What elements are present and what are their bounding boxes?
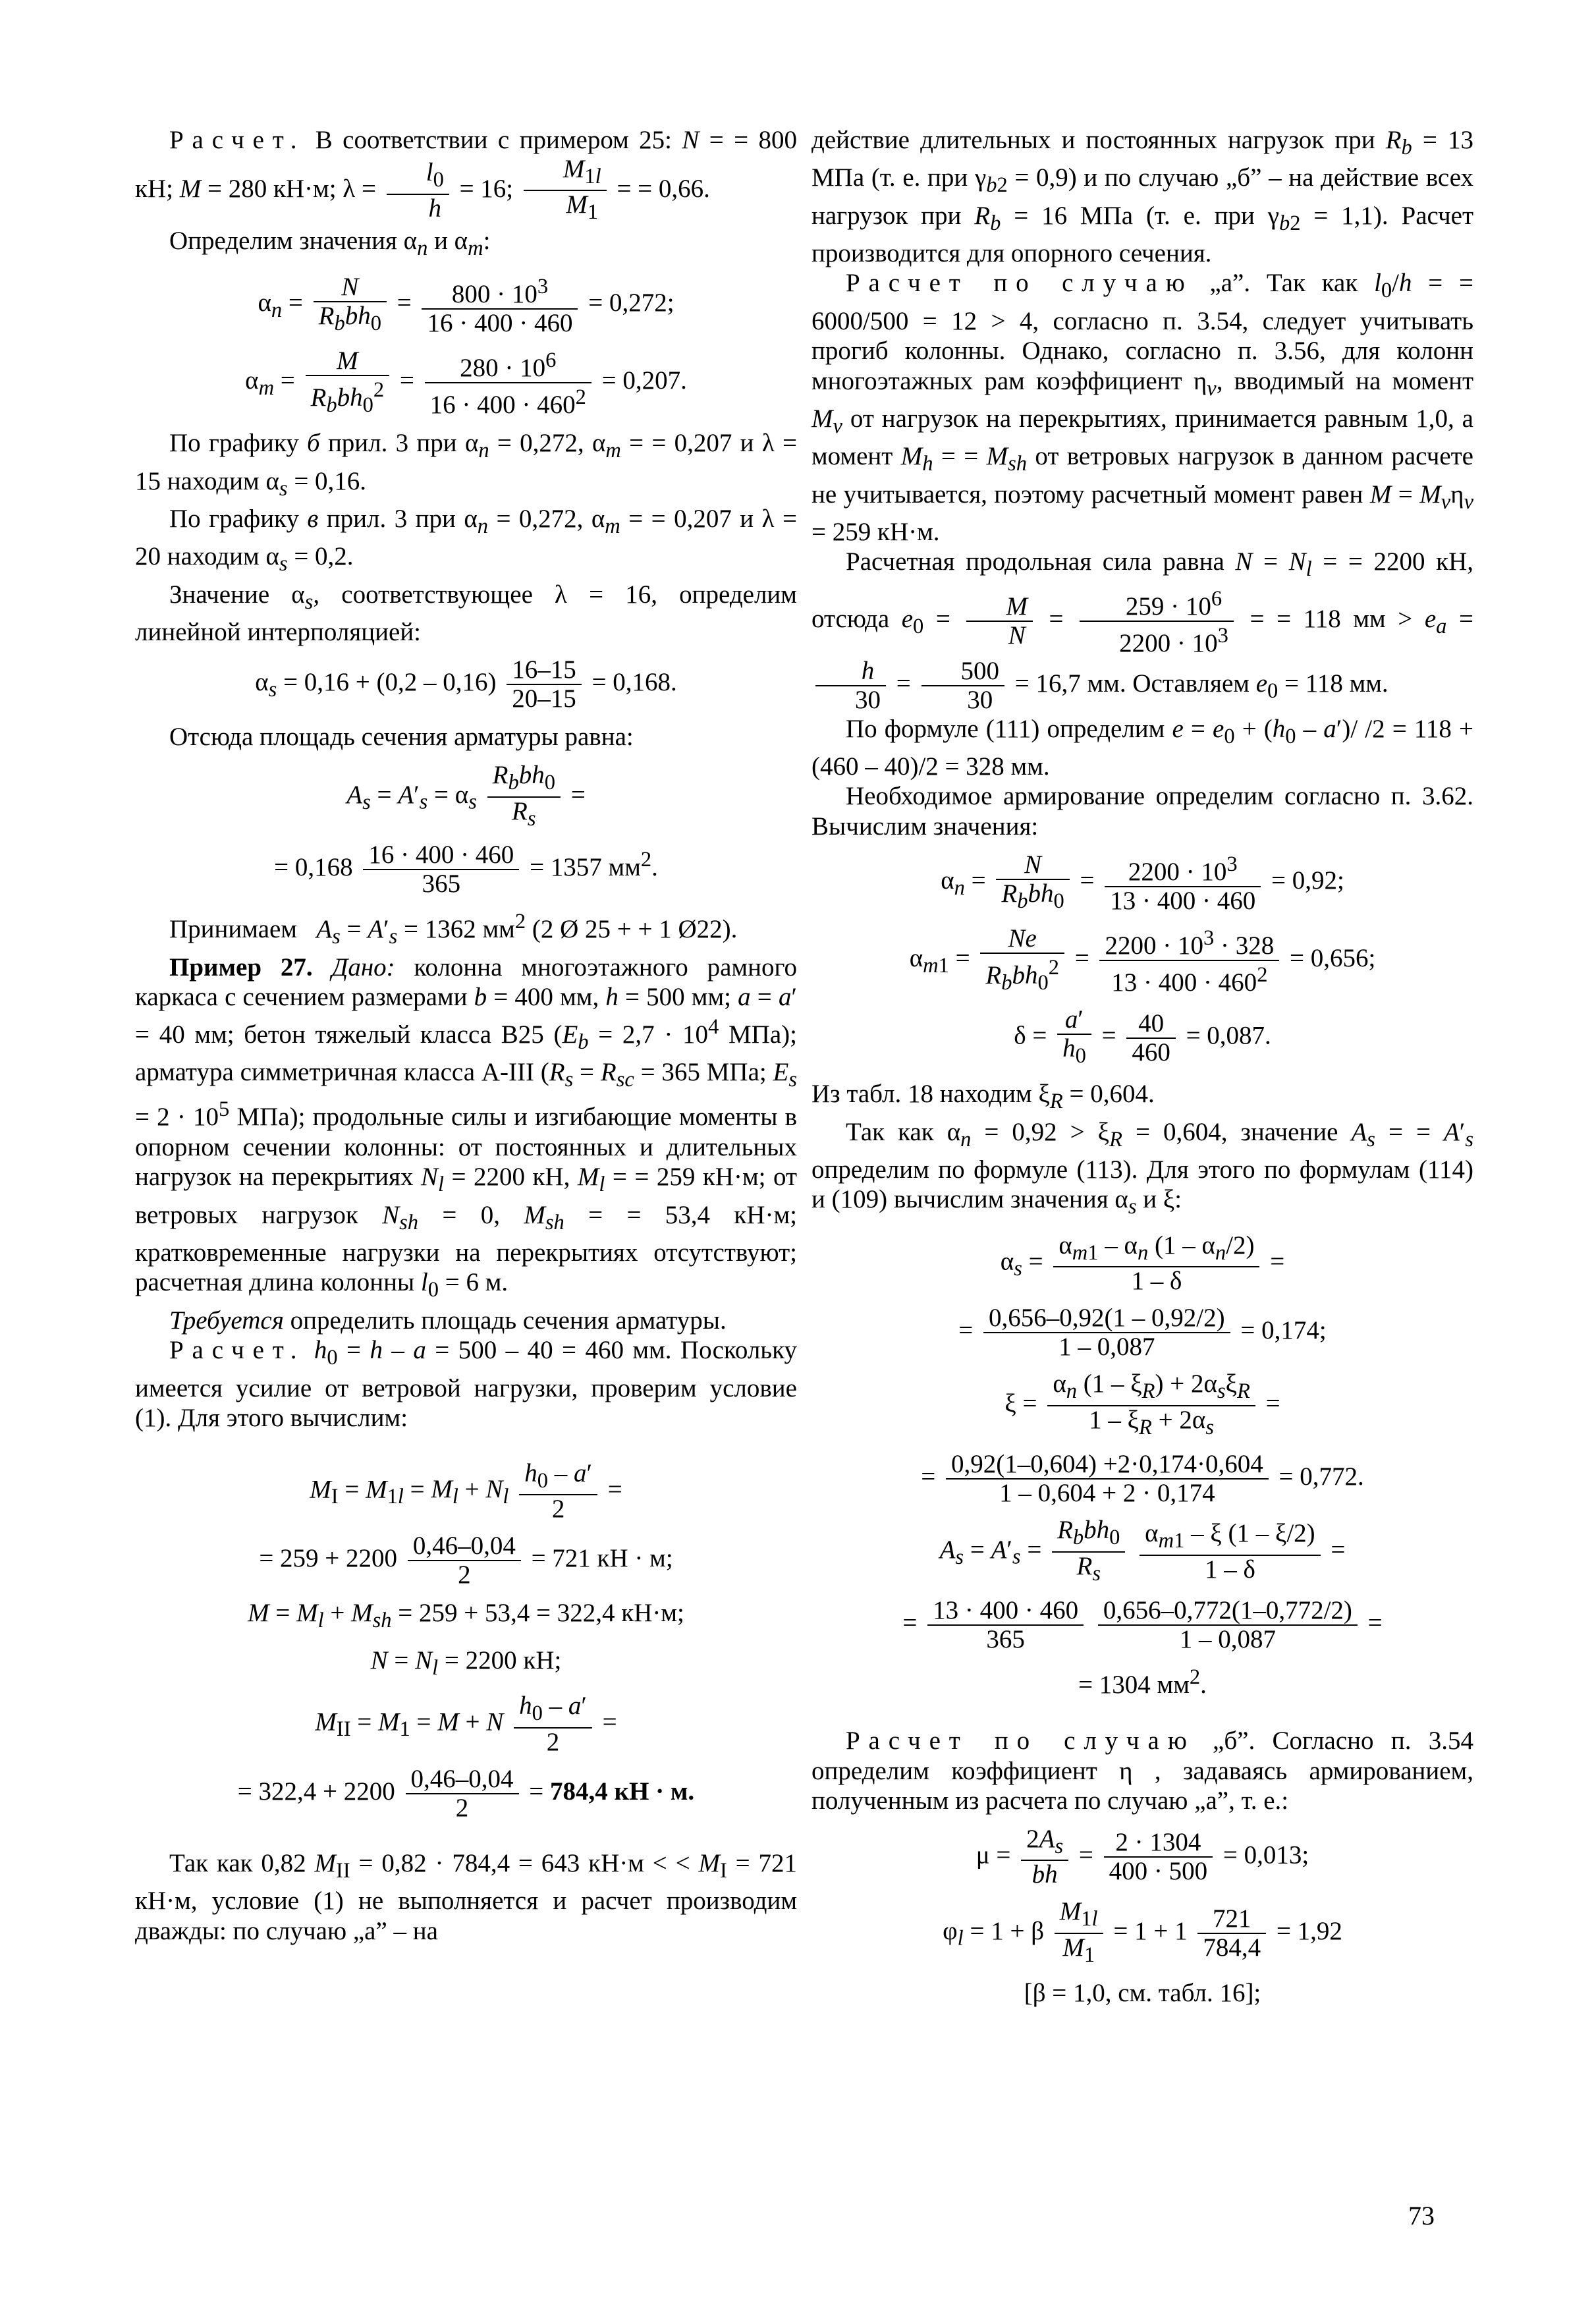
right-column bbox=[811, 125, 1473, 2018]
equation: $\alpha_n$ = $\frac{N}{R_bbh_0}$ = $\frac{800 \cdot 10^3}{16 \cdot 400 \cdot 460}$ = 0,272; bbox=[258, 272, 674, 338]
paragraph: Значение $\alpha_s$, соответствующее λ = 16, определим линейной интерполяцией: bbox=[135, 580, 797, 646]
paragraph: Из табл. 18 находим $\xi_R = 0,604$. bbox=[811, 1080, 1155, 1114]
paragraph: Расчет по случаю „а”. Так как $l_0/h$ = = 6000/500 = 12 > 4, согласно п. 3.54, следует учитывать прогиб колонны. Однако, согласно п. 3.56, для колонн многоэтажных рам коэффициент $\eta_v$, вводимый на момент $M_v$ от нагрузок на перекрытиях, принимается равным 1,0, а момент $M_h$ = = $M_{sh}$ от ветровых нагрузок в данном расчете не учитывается, поэтому расчетный момент равен $M = M_v\eta_v = 259$ кН·м. bbox=[811, 269, 1473, 546]
equation: $M_I = M_{1l} = M_l + N_l$ $\frac{h_0 - a'}{2}$ = bbox=[310, 1458, 622, 1524]
equation: $M_{II} = M_1 = M + N$ $\frac{h_0 - a'}{2}$ = bbox=[315, 1691, 617, 1756]
equation: [β = 1,0, см. табл. 16]; bbox=[1024, 1979, 1261, 2008]
equation: $M = M_l + M_{sh} = 259 + 53,4 = 322,4$ кН·м; bbox=[248, 1599, 684, 1633]
paragraph: Требуется определить площадь сечения арматуры. bbox=[169, 1306, 727, 1335]
paragraph: По графику б прил. 3 при $\alpha_n = 0,272$, $\alpha_m$ = = 0,207 и λ = 15 находим $\alpha_s = 0,16$. bbox=[135, 429, 797, 501]
equation: μ = $\frac{2A_s}{bh}$ = $\frac{2 \cdot 1304}{400 \cdot 500}$ = 0,013; bbox=[976, 1824, 1309, 1889]
paragraph: Расчет по случаю „б”. Согласно п. 3.54 определим коэффициент η , задаваясь армированием, полученным из расчета по случаю „а”, т. е.: bbox=[811, 1727, 1473, 1815]
paragraph: Принимаем $A_s = A'_s = 1362$ $мм^2$ (2 Ø 25 + + 1 Ø22). bbox=[169, 910, 738, 949]
paragraph: Пример 27. Дано: колонна многоэтажного рамного каркаса с сечением размерами b = 400 мм, h = 500 мм; a = a′ = 40 мм; бетон тяжелый класса В25 ($E_b = 2,7 \cdot 10^4$ МПа); арматура симметричная класса А-III ($R_s = R_{sc} = 365$ МПа; $E_s = 2 \cdot 10^5$ МПа); продольные силы и изгибающие моменты в опорном сечении колонны: от постоянных и длительных нагрузок на перекрытиях $N_l = 2200$ кН, $M_l$ = = 259 кН·м; от ветровых нагрузок $N_{sh} = 0$, $M_{sh}$ = = 53,4 кН·м; кратковременные нагрузки на перекрытиях отсутствуют; расчетная длина колонны $l_0 = 6$ м. bbox=[135, 953, 798, 1302]
equation: $\alpha_n$ = $\frac{N}{R_bbh_0}$ = $\frac{2200 \cdot 10^3}{13 \cdot 400 \cdot 460}$ = 0,92; bbox=[941, 850, 1344, 916]
equation: δ = $\frac{a'}{h_0}$ = $\frac{40}{460}$ = 0,087. bbox=[1014, 1005, 1271, 1068]
paragraph: Определим значения $\alpha_n$ и $\alpha_m$: bbox=[169, 227, 491, 260]
paragraph: По графику в прил. 3 при $\alpha_n = 0,272$, $\alpha_m$ = = 0,207 и λ = 20 находим $\alpha_s = 0,2$. bbox=[135, 504, 797, 576]
paragraph: Отсюда площадь сечения арматуры равна: bbox=[169, 723, 634, 752]
page-number: 73 bbox=[1408, 2201, 1435, 2230]
equation: = $\frac{0,92(1-0,604) +2\cdot 0,174\cdot 0,604}{1 - 0,604 + 2 \cdot 0,174}$ = 0,772. bbox=[921, 1450, 1364, 1508]
equation: = 322,4 + 2200 $\frac{0,46-0,04}{2}$ = 784,4 кН · м. bbox=[237, 1764, 695, 1822]
paragraph: Так как 0,82 $M_{II} = 0,82 \cdot 784,4 = 643$ кН·м < < $M_I = 721$ кН·м, условие (1) не выполняется и расчет производим дважды: по случаю „а” – на bbox=[135, 1848, 797, 1945]
equation: $\alpha_s$ = $\frac{\alpha_{m1} - \alpha_n (1 - \alpha_n/2)}{1 - \delta}$ = bbox=[1000, 1231, 1285, 1296]
equation: $\alpha_s = 0,16 + (0,2 - 0,16)$ $\frac{16-15}{20-15}$ = 0,168. bbox=[255, 655, 677, 713]
equation: = $\frac{13 \cdot 400 \cdot 460}{365}$ $\frac{0,656-0,772(1-0,772/2)}{1 - 0,087}$ = bbox=[902, 1595, 1383, 1653]
paragraph: Необходимое армирование определим согласно п. 3.62. Вычислим значения: bbox=[811, 782, 1473, 841]
paragraph: действие длительных и постоянных нагрузок при $R_b = 13$ МПа (т. е. при $\gamma_{b2} = 0,9$) и по случаю „б” – на действие всех нагрузок при $R_b = 16$ МПа (т. е. при $\gamma_{b2} = 1,1$). Расчет производится для опорного сечения. bbox=[811, 126, 1474, 267]
equation: ξ = $\frac{\alpha_n (1 - \xi_R) + 2\alpha_s\xi_R}{1 - \xi_R + 2\alpha_s}$ = bbox=[1004, 1370, 1280, 1440]
paragraph: Расчет. $h_0 = h - a = 500 - 40 = 460$ мм. Поскольку имеется усилие от ветровой нагрузки, проверим условие (1). Для этого вычислим: bbox=[135, 1336, 797, 1433]
equation: $\alpha_{m1}$ = $\frac{Ne}{R_bbh_0^2}$ = $\frac{2200 \cdot 10^3 \cdot 328}{13 \cdot 400 \cdot 460^2}$ = 0,656; bbox=[909, 924, 1376, 997]
paragraph: Расчетная продольная сила равна $N = N_l$ = = 2200 кН, отсюда $e_0$ = $\frac{M}{N}$ = $\frac{259 \cdot 10^6}{2200 \cdot 10^3}$ = = 118 мм > $e_a$ = $\frac{h}{30}$ = $\frac{500}{30}$ = 16,7 мм. Оставляем $e_0 = 118$ мм. bbox=[811, 547, 1474, 714]
equation: $\alpha_m$ = $\frac{M}{R_bbh_0^2}$ = $\frac{280 \cdot 10^6}{16 \cdot 400 \cdot 460^2}$ = 0,207. bbox=[245, 346, 687, 420]
equation: = 259 + 2200 $\frac{0,46-0,04}{2}$ = 721 кН · м; bbox=[259, 1532, 673, 1590]
equation: = 1304 $мм^2$. bbox=[1078, 1665, 1207, 1699]
equation: $\varphi_l = 1 + \beta$ $\frac{M_{1l}}{M_1}$ = 1 + 1 $\frac{721}{784,4}$ = 1,92 bbox=[943, 1897, 1342, 1968]
paragraph: Расчет. В соответствии с примером 25: N = = 800 кН; M = 280 кН·м; λ = $\frac{l_0}{h}$ = 16; $\frac{M_{1l}}{M_1}$ = = 0,66. bbox=[135, 126, 797, 225]
paragraph: Так как $\alpha_n = 0,92 > \xi_R = 0,604$, значение $A_s$ = = $A'_s$ определим по формуле (113). Для этого по формулам (114) и (109) вычислим значения $\alpha_s$ и ξ: bbox=[811, 1117, 1473, 1219]
equation: $N = N_l = 2200$ кН; bbox=[370, 1646, 562, 1680]
equation: = $\frac{0,656-0,92(1 - 0,92/2)}{1 - 0,087}$ = 0,174; bbox=[958, 1304, 1327, 1362]
paragraph: По формуле (111) определим $e = e_0 + (h_0 - a')/$ /2 = 118 + (460 – 40)/2 = 328 мм. bbox=[811, 714, 1474, 781]
equation: = 0,168 $\frac{16 \cdot 400 \cdot 460}{365}$ = 1357 $мм^2$. bbox=[274, 841, 658, 899]
left-column bbox=[135, 125, 797, 1946]
equation: $A_s = A'_s = \alpha_s$ $\frac{R_bbh_0}{R_s}$ = bbox=[346, 760, 586, 831]
equation: $A_s = A'_s$ = $\frac{R_bbh_0}{R_s}$ $\frac{\alpha_{m1} - \xi (1 - \xi/2)}{1 - \delta}$ = bbox=[939, 1516, 1346, 1586]
